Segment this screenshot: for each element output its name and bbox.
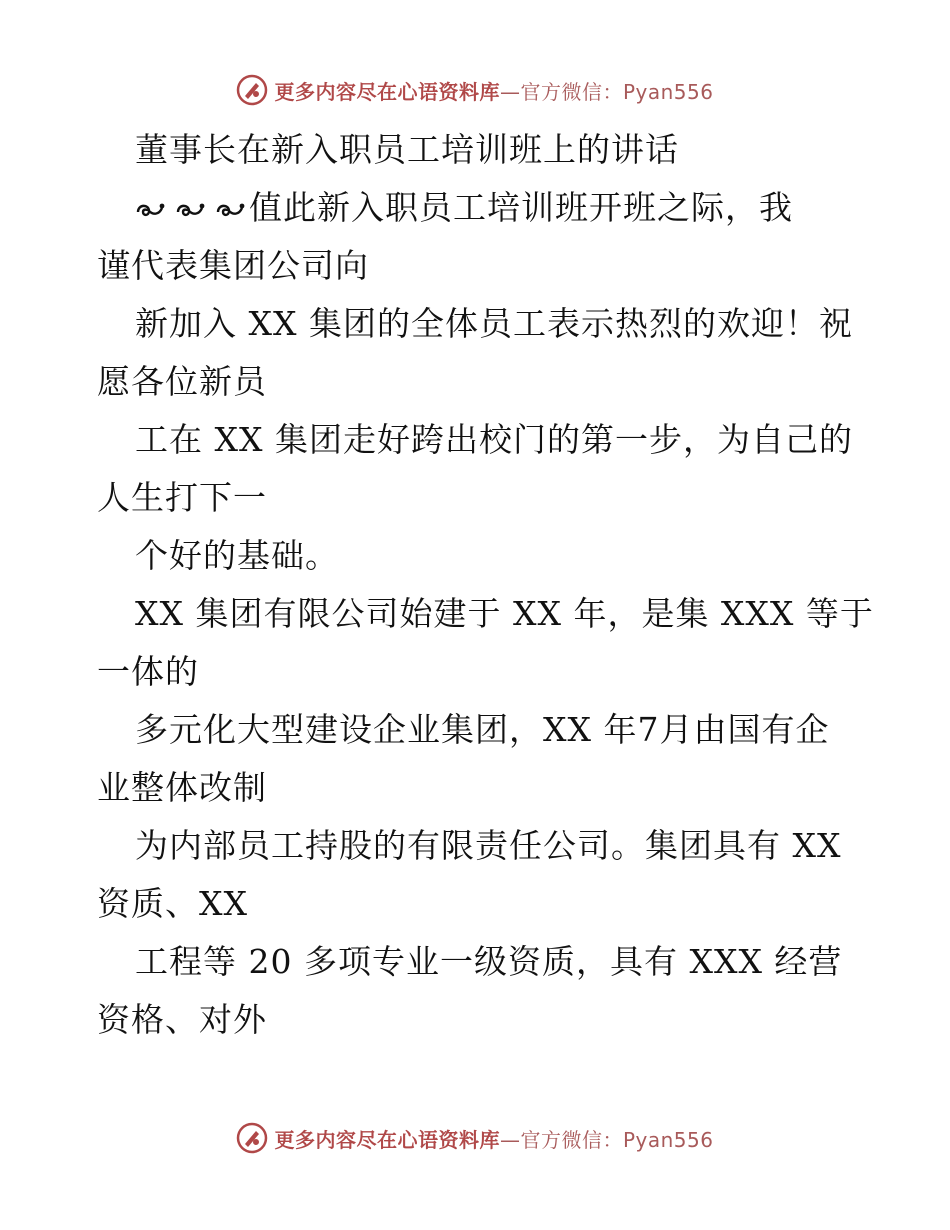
header-brand-rest: —官方微信：Pyan556 xyxy=(499,79,714,104)
paragraph-line: 工在 XX 集团走好跨出校门的第一步，为自己的 xyxy=(135,420,853,459)
page-footer xyxy=(0,1118,950,1158)
swirl-ornament-icon xyxy=(215,198,245,222)
paragraph-line: 新加入 XX 集团的全体员工表示热烈的欢迎！祝 xyxy=(135,304,853,343)
header-brand xyxy=(236,74,713,106)
footer-brand-rest: —官方微信：Pyan556 xyxy=(499,1127,714,1152)
paragraph-line: 个好的基础。 xyxy=(135,536,339,575)
paragraph-line: 资格、对外 xyxy=(97,1000,267,1039)
paragraph-line: 业整体改制 xyxy=(97,768,267,807)
paragraph-line: XX 集团有限公司始建于 XX 年，是集 XXX 等于 xyxy=(135,594,874,633)
paragraph-line xyxy=(135,186,793,230)
paragraph-line: 为内部员工持股的有限责任公司。集团具有 XX xyxy=(135,826,842,865)
header-brand-text xyxy=(274,76,713,105)
swirl-ornament-icon xyxy=(135,198,165,222)
footer-brand xyxy=(236,1122,713,1154)
ornament-group xyxy=(135,198,245,222)
paragraph-line: 工程等 20 多项专业一级资质，具有 XXX 经营 xyxy=(135,942,843,981)
paragraph-line: 人生打下一 xyxy=(97,478,267,517)
document-title: 董事长在新入职员工培训班上的讲话 xyxy=(135,130,679,169)
paragraph-text: 值此新入职员工培训班开班之际，我 xyxy=(249,188,793,227)
footer-brand-text xyxy=(274,1124,713,1153)
pen-nib-logo-icon xyxy=(236,1122,268,1154)
swirl-ornament-icon xyxy=(175,198,205,222)
paragraph-line: 愿各位新员 xyxy=(97,362,267,401)
page-header xyxy=(0,70,950,110)
header-brand-bold: 更多内容尽在心语资料库 xyxy=(274,79,500,104)
pen-nib-logo-icon xyxy=(236,74,268,106)
paragraph-line: 一体的 xyxy=(97,652,199,691)
paragraph-line: 谨代表集团公司向 xyxy=(97,246,369,285)
paragraph-line: 资质、XX xyxy=(97,884,248,923)
footer-brand-bold: 更多内容尽在心语资料库 xyxy=(274,1127,500,1152)
paragraph-line: 多元化大型建设企业集团，XX 年7月由国有企 xyxy=(135,710,830,749)
